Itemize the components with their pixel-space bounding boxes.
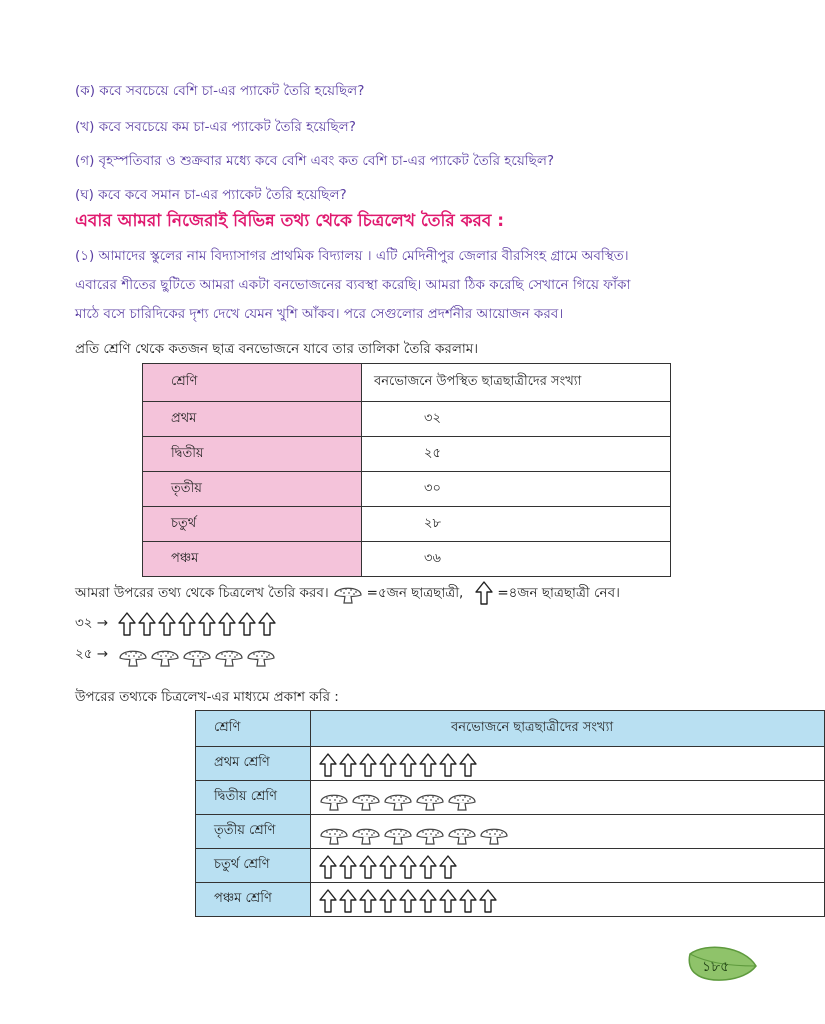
pictograph-intro: উপরের তথ্যকে চিত্রলেখ-এর মাধ্যমে প্রকাশ করি :	[75, 689, 339, 705]
mushroom-icon	[383, 823, 413, 845]
question-kha: (খ) কবে সবচেয়ে কম চা-এর প্যাকেট তৈরি হয়েছিল?	[75, 119, 356, 135]
student-count-table	[142, 363, 671, 577]
arrow-icon	[475, 581, 493, 605]
table-row	[143, 437, 671, 472]
row-class: পঞ্চম	[143, 542, 362, 577]
example-mushroom-row	[75, 641, 276, 667]
mushroom-icon	[319, 823, 349, 845]
header-count: বনভোজনে উপস্থিত ছাত্রছাত্রীদের সংখ্যা	[362, 364, 671, 402]
pictograph-row	[196, 815, 825, 849]
mushroom-icon	[447, 789, 477, 811]
mushroom-icon	[383, 789, 413, 811]
row-class: চতুর্থ	[143, 507, 362, 542]
mushroom-icon	[351, 789, 381, 811]
arrow-icon	[379, 753, 397, 777]
paragraph-line-2: এবারের শীতের ছুটিতে আমরা একটা বনভোজনের ব্যবস্থা করেছি। আমরা ঠিক করেছি সেখানে গিয়ে ফাঁকা	[75, 277, 631, 293]
arrow-icon	[459, 889, 477, 913]
mushroom-icon	[246, 645, 276, 667]
mushroom-icon	[182, 645, 212, 667]
row-class: দ্বিতীয়	[143, 437, 362, 472]
pictograph-row	[196, 883, 825, 917]
row-class: তৃতীয় শ্রেণি	[196, 815, 311, 849]
row-icons	[319, 887, 824, 913]
arrow-icon	[359, 753, 377, 777]
arrow-icon	[339, 889, 357, 913]
legend-line	[75, 581, 620, 605]
question-ga: (গ) বৃহস্পতিবার ও শুক্রবার মধ্যে কবে বেশি এবং কত বেশি চা-এর প্যাকেট তৈরি হয়েছিল?	[75, 153, 555, 169]
table-row	[143, 402, 671, 437]
table-row	[143, 507, 671, 542]
arrow-icon	[399, 889, 417, 913]
mushroom-icon	[319, 789, 349, 811]
arrow-icon	[379, 889, 397, 913]
pictograph-table	[195, 710, 825, 917]
arrow-icon	[359, 889, 377, 913]
arrow-icon	[118, 612, 136, 636]
row-class: প্রথম শ্রেণি	[196, 747, 311, 781]
row-icons	[319, 819, 824, 845]
table-row	[143, 542, 671, 577]
row-count: ২৫	[362, 437, 671, 472]
example-icons	[118, 641, 276, 667]
table-intro: প্রতি শ্রেণি থেকে কতজন ছাত্র বনভোজনে যাবে তার তালিকা তৈরি করলাম।	[75, 341, 479, 357]
pictograph-row	[196, 781, 825, 815]
arrow-icon	[198, 612, 216, 636]
row-icons-cell	[310, 849, 824, 883]
table-header-row	[143, 364, 671, 402]
arrow-icon	[379, 855, 397, 879]
arrow-icon	[439, 753, 457, 777]
arrow-icon	[319, 855, 337, 879]
page-number-leaf	[686, 944, 758, 988]
row-class: দ্বিতীয় শ্রেণি	[196, 781, 311, 815]
question-ka: (ক) কবে সবচেয়ে বেশি চা-এর প্যাকেট তৈরি হয়েছিল?	[75, 83, 365, 99]
mushroom-icon	[415, 823, 445, 845]
arrow-icon	[419, 855, 437, 879]
legend-intro: আমরা উপরের তথ্য থেকে চিত্রলেখ তৈরি করব।	[75, 584, 329, 601]
row-class: তৃতীয়	[143, 472, 362, 507]
example-arrow-row	[75, 610, 276, 636]
arrow-icon	[319, 753, 337, 777]
mushroom-icon	[415, 789, 445, 811]
row-icons-cell	[310, 747, 824, 781]
row-count: ৩৬	[362, 542, 671, 577]
mushroom-icon	[118, 645, 148, 667]
row-class: প্রথম	[143, 402, 362, 437]
mushroom-icon	[351, 823, 381, 845]
arrow-icon	[359, 855, 377, 879]
mushroom-icon	[150, 645, 180, 667]
arrow-icon	[319, 889, 337, 913]
mushroom-icon	[479, 823, 509, 845]
arrow-icon	[399, 855, 417, 879]
arrow-icon	[419, 753, 437, 777]
legend-arrow-value: =৪জন ছাত্রছাত্রী নেব।	[497, 584, 620, 601]
example-label: ২৫ →	[75, 645, 109, 662]
section-heading: এবার আমরা নিজেরাই বিভিন্ন তথ্য থেকে চিত্রলেখ তৈরি করব :	[75, 211, 505, 231]
arrow-icon	[439, 855, 457, 879]
header-count: বনভোজনে ছাত্রছাত্রীদের সংখ্যা	[310, 711, 824, 747]
row-icons	[319, 751, 824, 777]
arrow-icon	[399, 753, 417, 777]
question-gha: (ঘ) কবে কবে সমান চা-এর প্যাকেট তৈরি হয়েছিল?	[75, 187, 347, 203]
row-icons	[319, 853, 824, 879]
header-class: শ্রেণি	[143, 364, 362, 402]
row-icons	[319, 785, 824, 811]
mushroom-icon	[447, 823, 477, 845]
row-class: চতুর্থ শ্রেণি	[196, 849, 311, 883]
arrow-icon	[218, 612, 236, 636]
row-count: ৩২	[362, 402, 671, 437]
table-row	[143, 472, 671, 507]
arrow-icon	[339, 855, 357, 879]
arrow-icon	[475, 581, 493, 605]
example-icons	[118, 610, 276, 636]
arrow-icon	[339, 753, 357, 777]
mushroom-icon	[333, 582, 363, 604]
page-number: ১৮৫	[702, 959, 730, 975]
row-count: ২৮	[362, 507, 671, 542]
arrow-icon	[419, 889, 437, 913]
row-count: ৩০	[362, 472, 671, 507]
pictograph-row	[196, 849, 825, 883]
arrow-icon	[439, 889, 457, 913]
arrow-icon	[479, 889, 497, 913]
arrow-icon	[178, 612, 196, 636]
pictograph-row	[196, 747, 825, 781]
paragraph-line-1: (১) আমাদের স্কুলের নাম বিদ্যাসাগর প্রাথমিক বিদ্যালয় । এটি মেদিনীপুর জেলার বীরসিংহ গ্রামে অবস্থিত।	[75, 248, 629, 264]
mushroom-icon	[333, 582, 363, 604]
arrow-icon	[258, 612, 276, 636]
mushroom-icon	[214, 645, 244, 667]
header-class: শ্রেণি	[196, 711, 311, 747]
example-label: ৩২ →	[75, 614, 109, 631]
paragraph-line-3: মাঠে বসে চারিদিকের দৃশ্য দেখে যেমন খুশি আঁকব। পরে সেগুলোর প্রদর্শনীর আয়োজন করব।	[75, 306, 564, 322]
arrow-icon	[459, 753, 477, 777]
pictograph-header-row	[196, 711, 825, 747]
arrow-icon	[238, 612, 256, 636]
row-class: পঞ্চম শ্রেণি	[196, 883, 311, 917]
arrow-icon	[158, 612, 176, 636]
row-icons-cell	[310, 883, 824, 917]
row-icons-cell	[310, 781, 824, 815]
legend-mushroom-value: =৫জন ছাত্রছাত্রী,	[366, 584, 464, 601]
arrow-icon	[138, 612, 156, 636]
row-icons-cell	[310, 815, 824, 849]
